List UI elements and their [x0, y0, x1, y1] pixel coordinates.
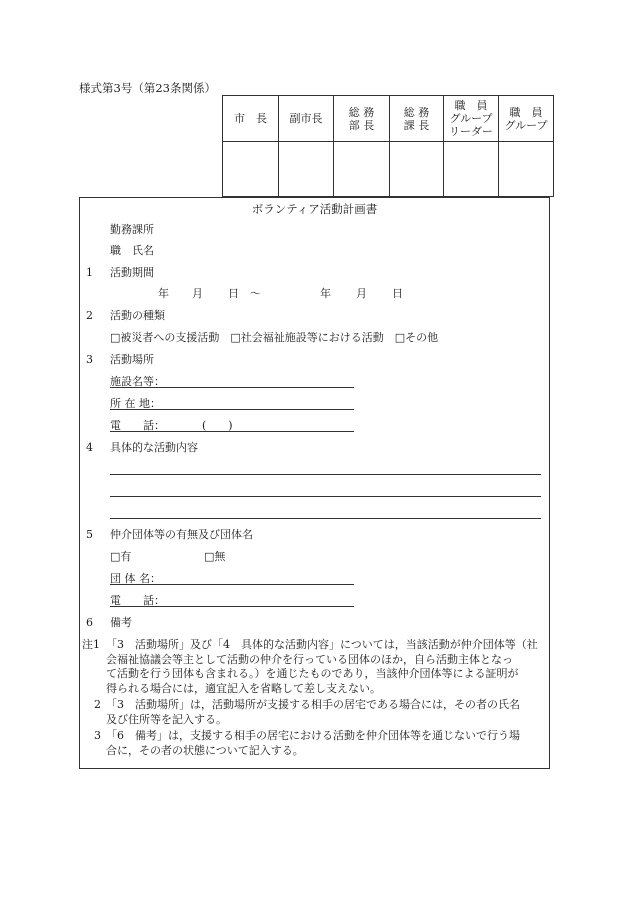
- note-1-line: 「3 活動場所」及び「4 具体的な活動内容」については，当該活動が仲介団体等（社: [106, 638, 538, 651]
- seal-cell-deputy-mayor[interactable]: [279, 142, 334, 197]
- seal-cell-general-affairs-director[interactable]: [334, 142, 390, 197]
- period-tilde: ～: [250, 287, 261, 300]
- section-4-number: 4: [86, 441, 93, 454]
- form-number: 様式第3号（第23条関係）: [79, 81, 216, 95]
- place-phone-parentheses: ( ): [202, 419, 233, 432]
- form-title: ボランティア活動計画書: [251, 202, 378, 216]
- note-1-line: て活動を行う団体も含まれる。）を通じたものであり，当該仲介団体等による証明が: [106, 667, 519, 680]
- content-line-2[interactable]: [110, 496, 541, 497]
- plan-form-frame: [79, 197, 550, 769]
- facility-input-line[interactable]: [110, 387, 354, 388]
- content-line-3[interactable]: [110, 518, 541, 519]
- seal-cell-general-affairs-manager[interactable]: [390, 142, 444, 197]
- content-line-1[interactable]: [110, 474, 541, 475]
- section-1-number: 1: [86, 266, 93, 279]
- group-name-label: 団 体 名：: [110, 572, 161, 585]
- note-1-line: 得られる場合には，適宜記入を省略して差し支えない。: [106, 681, 381, 695]
- period-start-day: 日: [228, 287, 239, 300]
- note-1-prefix: 注1: [82, 638, 100, 651]
- name-label: 職 氏名: [110, 244, 154, 257]
- note-3-prefix: 3: [94, 729, 101, 742]
- approval-header-staff-group-leader: 職 員 グループ リーダー: [444, 96, 499, 142]
- section-4-label: 具体的な活動内容: [110, 441, 198, 454]
- period-end-day: 日: [392, 287, 403, 300]
- approval-header-general-affairs-director: 総 務 部 長: [334, 96, 390, 142]
- seal-cell-mayor[interactable]: [223, 142, 279, 197]
- note-3-line: 「6 備考」は，支援する相手の居宅における活動を仲介団体等を通じないで行う場: [106, 729, 520, 742]
- section-3-number: 3: [86, 353, 93, 366]
- approval-stamp-table: [222, 95, 554, 197]
- address-input-line[interactable]: [110, 409, 354, 410]
- intermediary-no-checkbox[interactable]: □無: [204, 550, 226, 563]
- facility-label: 施設名等：: [110, 375, 165, 388]
- note-2-line: 及び住所等を記入する。: [106, 712, 227, 726]
- section-5-label: 仲介団体等の有無及び団体名: [110, 528, 253, 541]
- note-2: [106, 698, 546, 727]
- group-phone-label: 電 話：: [110, 594, 165, 607]
- period-start-month: 月: [192, 287, 203, 300]
- section-2-label: 活動の種類: [110, 309, 165, 322]
- note-3-line: 合に，その者の状態について記入する。: [106, 743, 304, 757]
- note-1-line: 会福祉協議会等主として活動の仲介を行っている団体のほか，自ら活動主体となっ: [106, 652, 513, 666]
- section-3-label: 活動場所: [110, 353, 154, 366]
- group-phone-input-line[interactable]: [110, 606, 354, 607]
- address-label: 所 在 地：: [110, 397, 161, 410]
- note-1: [106, 638, 546, 696]
- approval-header-mayor: 市 長: [223, 96, 279, 142]
- group-name-input-line[interactable]: [110, 584, 354, 585]
- place-phone-label: 電 話：: [110, 419, 165, 432]
- activity-type-checkboxes[interactable]: □被災者への支援活動 □社会福祉施設等における活動 □その他: [110, 331, 439, 344]
- section-2-number: 2: [86, 309, 93, 322]
- section-1-label: 活動期間: [110, 266, 154, 279]
- note-3: [106, 729, 546, 758]
- section-6-number: 6: [86, 616, 93, 629]
- section-5-number: 5: [86, 528, 93, 541]
- period-end-year: 年: [320, 287, 331, 300]
- place-phone-input-line[interactable]: [110, 431, 354, 432]
- approval-header-staff-group: 職 員 グループ: [499, 96, 554, 142]
- office-label: 勤務課所: [110, 223, 154, 236]
- seal-cell-staff-group[interactable]: [499, 142, 554, 197]
- note-2-prefix: 2: [94, 698, 101, 711]
- period-start-year: 年: [158, 287, 169, 300]
- seal-cell-staff-group-leader[interactable]: [444, 142, 499, 197]
- approval-header-general-affairs-manager: 総 務 課 長: [390, 96, 444, 142]
- approval-header-deputy-mayor: 副市長: [279, 96, 334, 142]
- intermediary-yes-checkbox[interactable]: □有: [110, 550, 132, 563]
- section-6-label: 備考: [110, 616, 132, 629]
- period-end-month: 月: [356, 287, 367, 300]
- note-2-line: 「3 活動場所」は，活動場所が支援する相手の居宅である場合には，その者の氏名: [106, 698, 520, 711]
